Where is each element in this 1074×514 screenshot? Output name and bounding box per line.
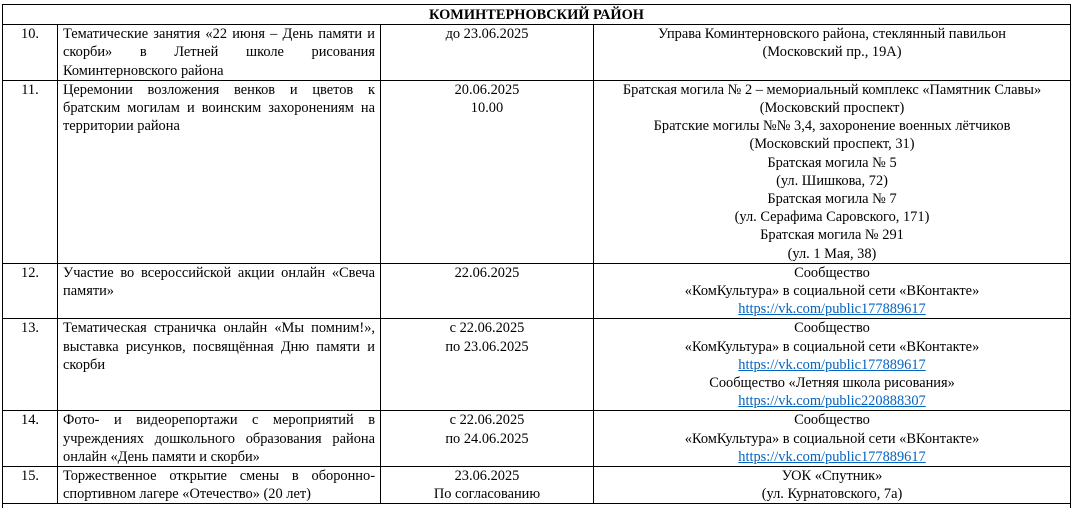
event-place bbox=[594, 467, 1071, 504]
table-row bbox=[3, 25, 1071, 81]
place-line: Братская могила № 7 bbox=[767, 191, 897, 208]
event-place bbox=[594, 263, 1071, 319]
table-row bbox=[3, 80, 1071, 263]
date-line: По согласованию bbox=[433, 486, 541, 503]
date-line: до 23.06.2025 bbox=[445, 26, 529, 43]
table-row bbox=[3, 319, 1071, 411]
place-line: Сообщество «Летняя школа рисования» bbox=[709, 375, 955, 392]
row-number: 14. bbox=[3, 411, 58, 467]
section-title: КОМИНТЕРНОВСКИЙ РАЙОН bbox=[3, 5, 1071, 25]
row-number: 15. bbox=[3, 467, 58, 504]
table-row bbox=[3, 263, 1071, 319]
event-date bbox=[381, 25, 594, 81]
place-line: «КомКультура» в социальной сети «ВКонтакте» bbox=[684, 430, 980, 447]
event-name: Церемонии возложения венков и цветов к братским могилам и воинским захоронениям на территории района bbox=[58, 80, 381, 263]
place-line: (ул. Серафима Саровского, 171) bbox=[734, 209, 930, 226]
date-line: 23.06.2025 bbox=[454, 468, 520, 485]
date-line: 22.06.2025 bbox=[454, 264, 520, 281]
table-row bbox=[3, 467, 1071, 504]
next-row-partial bbox=[3, 504, 1071, 509]
row-number: 13. bbox=[3, 319, 58, 411]
date-line: по 24.06.2025 bbox=[445, 430, 529, 447]
row-number: 12. bbox=[3, 263, 58, 319]
event-name: Тематическая страничка онлайн «Мы помним!», выставка рисунков, посвящённая Дню памяти и скорби bbox=[58, 319, 381, 411]
place-line: Управа Коминтерновского района, стеклянный павильон bbox=[658, 26, 1006, 43]
place-line: (ул. Шишкова, 72) bbox=[776, 172, 888, 189]
place-line: «КомКультура» в социальной сети «ВКонтакте» bbox=[684, 338, 980, 355]
place-line: (Московский пр., 19А) bbox=[762, 44, 902, 61]
date-line: по 23.06.2025 bbox=[445, 338, 529, 355]
place-line: Братская могила № 2 – мемориальный комплекс «Памятник Славы» bbox=[622, 81, 1042, 98]
place-line: Сообщество bbox=[794, 264, 870, 281]
date-line: 20.06.2025 bbox=[454, 81, 520, 98]
date-line: с 22.06.2025 bbox=[449, 320, 525, 337]
event-name: Фото- и видеорепортажи с мероприятий в учреждениях дошкольного образования района онлайн «День памяти и скорби» bbox=[58, 411, 381, 467]
event-date bbox=[381, 319, 594, 411]
place-link[interactable]: https://vk.com/public220888307 bbox=[738, 393, 926, 410]
events-table bbox=[2, 4, 1071, 508]
table-body bbox=[3, 5, 1071, 509]
event-place bbox=[594, 411, 1071, 467]
place-line: (ул. Курнатовского, 7а) bbox=[761, 486, 903, 503]
place-line: «КомКультура» в социальной сети «ВКонтакте» bbox=[684, 283, 980, 300]
place-line: УОК «Спутник» bbox=[781, 468, 883, 485]
event-place bbox=[594, 319, 1071, 411]
event-name: Участие во всероссийской акции онлайн «Свеча памяти» bbox=[58, 263, 381, 319]
event-date bbox=[381, 80, 594, 263]
row-number: 11. bbox=[3, 80, 58, 263]
place-line: Сообщество bbox=[794, 320, 870, 337]
table-row bbox=[3, 411, 1071, 467]
event-date bbox=[381, 467, 594, 504]
place-line: Братская могила № 5 bbox=[767, 154, 897, 171]
next-row-cell bbox=[3, 504, 1071, 509]
section-header-row bbox=[3, 5, 1071, 25]
place-link[interactable]: https://vk.com/public177889617 bbox=[738, 301, 926, 318]
date-line: 10.00 bbox=[470, 100, 504, 117]
place-line: (Московский проспект, 31) bbox=[749, 136, 915, 153]
event-name: Торжественное открытие смены в оборонно-спортивном лагере «Отечество» (20 лет) bbox=[58, 467, 381, 504]
place-link[interactable]: https://vk.com/public177889617 bbox=[738, 356, 926, 373]
event-date bbox=[381, 263, 594, 319]
place-line: (Московский проспект) bbox=[759, 100, 905, 117]
event-place bbox=[594, 25, 1071, 81]
event-name: Тематические занятия «22 июня – День памяти и скорби» в Летней школе рисования Коминтерновского района bbox=[58, 25, 381, 81]
event-date bbox=[381, 411, 594, 467]
place-line: Сообщество bbox=[794, 412, 870, 429]
place-line: Братская могила № 291 bbox=[760, 227, 904, 244]
place-line: (ул. 1 Мая, 38) bbox=[787, 245, 877, 262]
place-link[interactable]: https://vk.com/public177889617 bbox=[738, 448, 926, 465]
event-place bbox=[594, 80, 1071, 263]
date-line: с 22.06.2025 bbox=[449, 412, 525, 429]
row-number: 10. bbox=[3, 25, 58, 81]
place-line: Братские могилы №№ 3,4, захоронение военных лётчиков bbox=[653, 118, 1011, 135]
